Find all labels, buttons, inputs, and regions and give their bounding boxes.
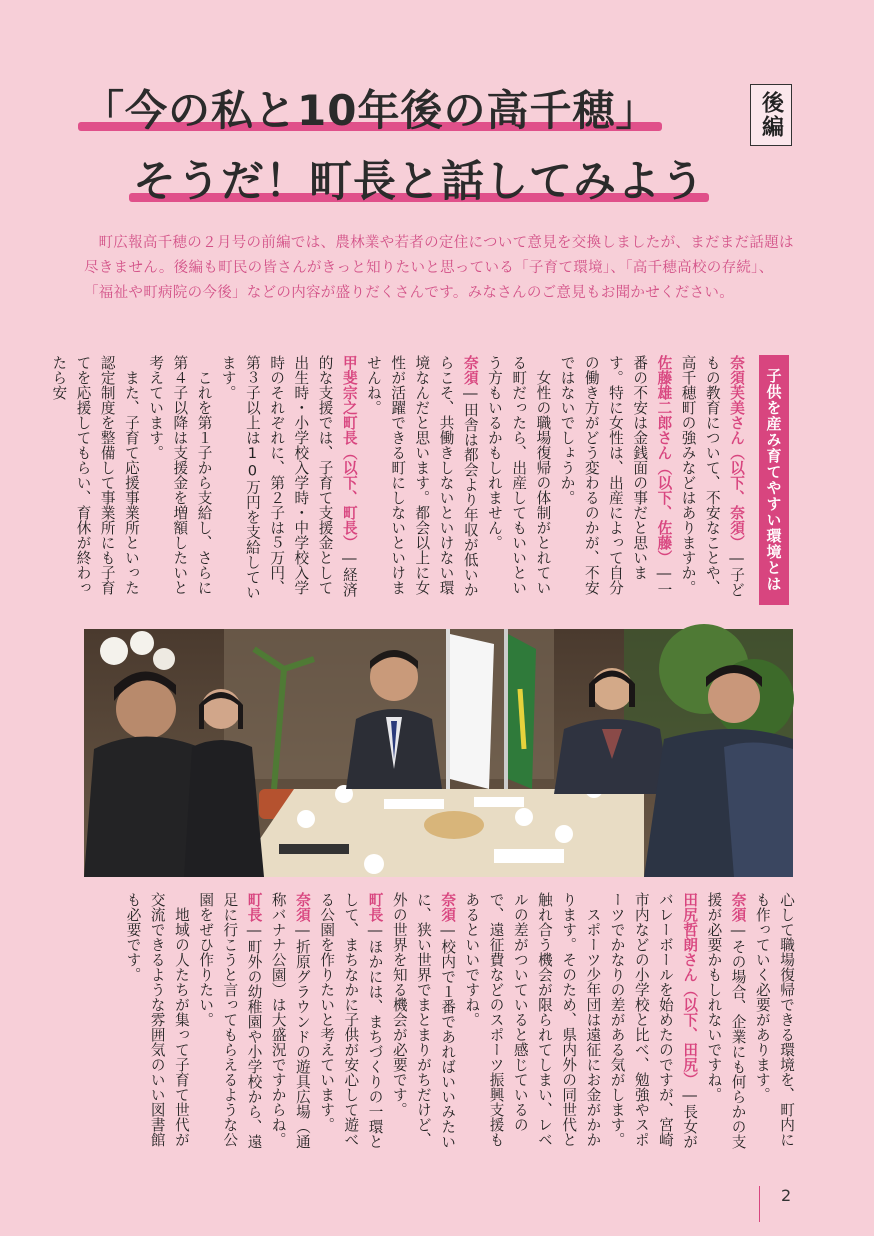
speech-text: ―折原グラウンドの遊具広場（通称バナナ公園）は大盛況ですからね。 <box>269 892 311 1150</box>
paragraph <box>314 892 387 1152</box>
part-badge: 後編 <box>750 84 792 146</box>
speech-text: ―校内で１番であればいいみたいに、狭い世界でまとまりがちだけど、外の世界を知る機会が必要です。 <box>390 892 457 1150</box>
speech-text: ―子どもの教育について、不安なことや、高千穂町の強みなどはありますか。 <box>679 355 745 598</box>
paragraph <box>675 355 748 607</box>
speaker-label: 町長 <box>366 892 384 922</box>
paragraph <box>387 892 460 1152</box>
speaker-label: 甲斐宗之町長（以下、町長） <box>340 355 358 550</box>
title-text-1: 「今の私と10年後の高千穂」 <box>82 86 659 135</box>
speaker-label: 奈須 <box>729 892 747 922</box>
paragraph: 地域の人たちが集って子育て世代が交流できるような雰囲気のいい図書館も必要です。 <box>124 892 190 1147</box>
speech-text: ―一番の不安は金銭面の事だと思います。特に女性は、出産によって自分の働き方がどう変わるのかが、不安ではないでしょうか。 <box>558 355 673 598</box>
page-number: 2 <box>781 1186 792 1205</box>
article-column-top <box>50 355 748 607</box>
paragraph <box>216 355 361 607</box>
intro-paragraph: 町広報高千穂の２月号の前編では、農林業や若者の定住について意見を交換しましたが、まだまだ話題は尽きません。後編も町民の皆さんがきっと知りたいと思っている「子育て環境」、「高千穂高校の存続」、「福祉や町病院の今後」などの内容が盛りだくさんです。みなさんのご意見もお聞かせください。 <box>84 235 794 301</box>
speech-text: ―ほかには、まちづくりの一環として、まちなかに子供が安心して遊べる公園を作りたいと考えています。 <box>318 892 384 1150</box>
speech-text: ―長女がバレーボールを始めたのですが、宮崎市内などの小学校と比べ、勉強やスポーツでかなりの差がある気がします。 <box>608 892 699 1150</box>
speaker-label: 奈須 <box>293 892 311 922</box>
speaker-label: 町長 <box>245 892 263 922</box>
speaker-label: 奈須芙美さん（以下、奈須） <box>728 355 745 550</box>
speaker-label: 田尻哲朗さん（以下、田尻） <box>681 892 699 1087</box>
title-line-2 <box>133 148 705 209</box>
title-line-1 <box>82 78 658 138</box>
paragraph: スポーツ少年団は遠征にお金がかかります。そのため、県内外の同世代と触れ合う機会が限られてしまい、レベルの差がついていると感じているので、遠征費などのスポーツ振興支援もあるといいですね。 <box>463 892 602 1147</box>
paragraph <box>554 355 675 607</box>
title-text-2: そうだ！町長と話してみよう <box>133 157 705 207</box>
meeting-photo <box>84 629 793 877</box>
paragraph <box>361 355 482 607</box>
paragraph: 心して職場復帰できる環境を、町内にも作っていく必要があります。 <box>753 892 795 1147</box>
speaker-label: 奈須 <box>439 892 457 922</box>
paragraph <box>266 892 314 1152</box>
speaker-label: 佐藤雄二郎さん（以下、佐藤） <box>655 355 673 565</box>
page-number-divider <box>759 1186 760 1222</box>
paragraph: 女性の職場復帰の体制がとれている町だったら、出産してもいいという方もいるかもしれません。 <box>485 355 552 595</box>
speech-text: ―その場合、企業にも何らかの支援が必要かもしれないですね。 <box>705 892 747 1150</box>
meeting-photo-illustration <box>84 629 793 877</box>
paragraph <box>604 892 701 1152</box>
speech-text: ―経済的な支援では、子育て支援金として出生時・小学校入学時・中学校入学時のそれぞれに、第２子は５万円、第３子以上は10万円を支給しています。 <box>219 355 358 600</box>
paragraph: また、子育て応援事業所といった認定制度を整備して事業所にも子育てを応援してもらい、育休が終わったら安 <box>50 355 140 595</box>
speech-text: ―田舎は都会より年収が低いからこそ、共働きしないといけない環境なんだと思います。都会以上に女性が活躍できる町にしないといけませんね。 <box>364 355 479 598</box>
section-heading: 子供を産み育てやすい環境とは <box>759 355 789 605</box>
paragraph: これを第１子から支給し、さらに第４子以降は支援金を増額したいと考えています。 <box>147 355 213 595</box>
paragraph <box>193 892 266 1152</box>
speech-text: ―町外の幼稚園や小学校から、遠足に行こうと言ってもらえるような公園をぜひ作りたい。 <box>197 892 263 1150</box>
paragraph <box>701 892 749 1152</box>
speaker-label: 奈須 <box>461 355 479 385</box>
article-column-bottom <box>84 892 798 1152</box>
